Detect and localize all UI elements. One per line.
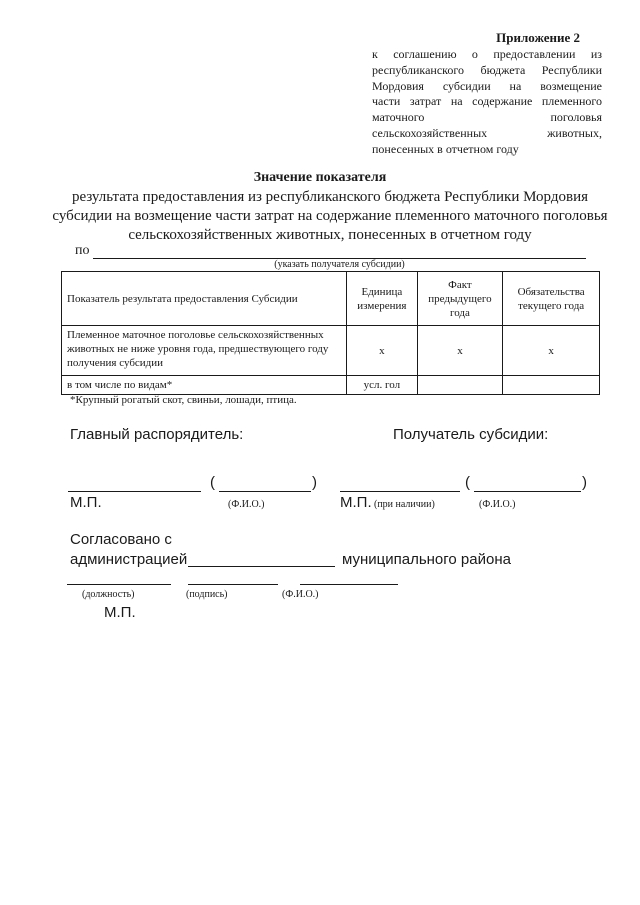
name-line (300, 584, 398, 585)
if-any-hint: (при наличии) (374, 499, 435, 510)
table-cell: х (417, 326, 503, 376)
appendix-line: Мордовия субсидии на возмещение (372, 78, 602, 93)
fio-hint: (Ф.И.О.) (228, 499, 265, 510)
table-cell (417, 376, 503, 395)
document-title: Значение показателя (253, 170, 387, 185)
footnote: *Крупный рогатый скот, свиньи, лошади, птица. (70, 394, 297, 406)
close-paren: ) (582, 474, 587, 491)
appendix-line: сельскохозяйственных животных, (372, 125, 602, 140)
name-line (219, 491, 311, 492)
stamp-label: М.П. (104, 604, 136, 621)
recipient-title: Получатель субсидии: (393, 426, 549, 443)
close-paren: ) (312, 474, 317, 491)
position-hint: (должность) (82, 589, 135, 600)
header-previous-fact: Факт предыдущего года (417, 272, 503, 326)
appendix-line: маточного поголовья (372, 110, 602, 125)
stamp-label: М.П. (70, 494, 102, 511)
table-cell (503, 376, 600, 395)
open-paren: ( (465, 474, 470, 491)
recipient-hint: (указать получателя субсидии) (274, 259, 405, 270)
agreed-label: Согласовано с (70, 531, 172, 548)
header-current-obligations: Обязательства текущего года (503, 272, 600, 326)
chief-manager-title: Главный распорядитель: (70, 426, 244, 443)
signature-line (340, 491, 460, 492)
table-cell: х (503, 326, 600, 376)
fio-hint: (Ф.И.О.) (282, 589, 319, 600)
position-line (67, 584, 171, 585)
table-row (62, 326, 600, 376)
header-unit: Единица измерения (347, 272, 418, 326)
appendix-line: части затрат на содержание племенного (372, 94, 602, 109)
document-subtitle: результата предоставления из республиканского бюджета Республики Мордовия субсидии на возмещение части затрат на содержание племенного маточного поголовья сельскохозяйственных животных, понесенных в отчетном году (52, 189, 608, 243)
name-line (474, 491, 581, 492)
table-cell: в том числе по видам* (62, 376, 347, 395)
header-indicator: Показатель результата предоставления Субсидии (62, 272, 347, 326)
table-cell: усл. гол (347, 376, 418, 395)
appendix-title: Приложение 2 (496, 30, 580, 45)
signature-line (68, 491, 201, 492)
table-row (62, 376, 600, 395)
appendix-line: понесенных в отчетном году (372, 141, 519, 156)
indicators-table (61, 271, 600, 395)
appendix-line: республиканского бюджета Республики (372, 62, 602, 77)
fio-hint: (Ф.И.О.) (479, 499, 516, 510)
table-cell: Племенное маточное поголовье сельскохозяйственных животных не ниже уровня года, предшествующего году получения субсидии (62, 326, 347, 376)
open-paren: ( (210, 474, 215, 491)
district-label: муниципального района (342, 551, 511, 568)
appendix-reference (372, 47, 602, 158)
table-cell: х (347, 326, 418, 376)
stamp-label: М.П. (340, 494, 372, 511)
administration-line (188, 566, 335, 567)
recipient-label: по (75, 243, 90, 258)
appendix-line: к соглашению о предоставлении из (372, 47, 602, 61)
table-header-row (62, 272, 600, 326)
administration-label: администрацией (70, 551, 188, 568)
signature-hint: (подпись) (186, 589, 228, 600)
signature-line (188, 584, 278, 585)
